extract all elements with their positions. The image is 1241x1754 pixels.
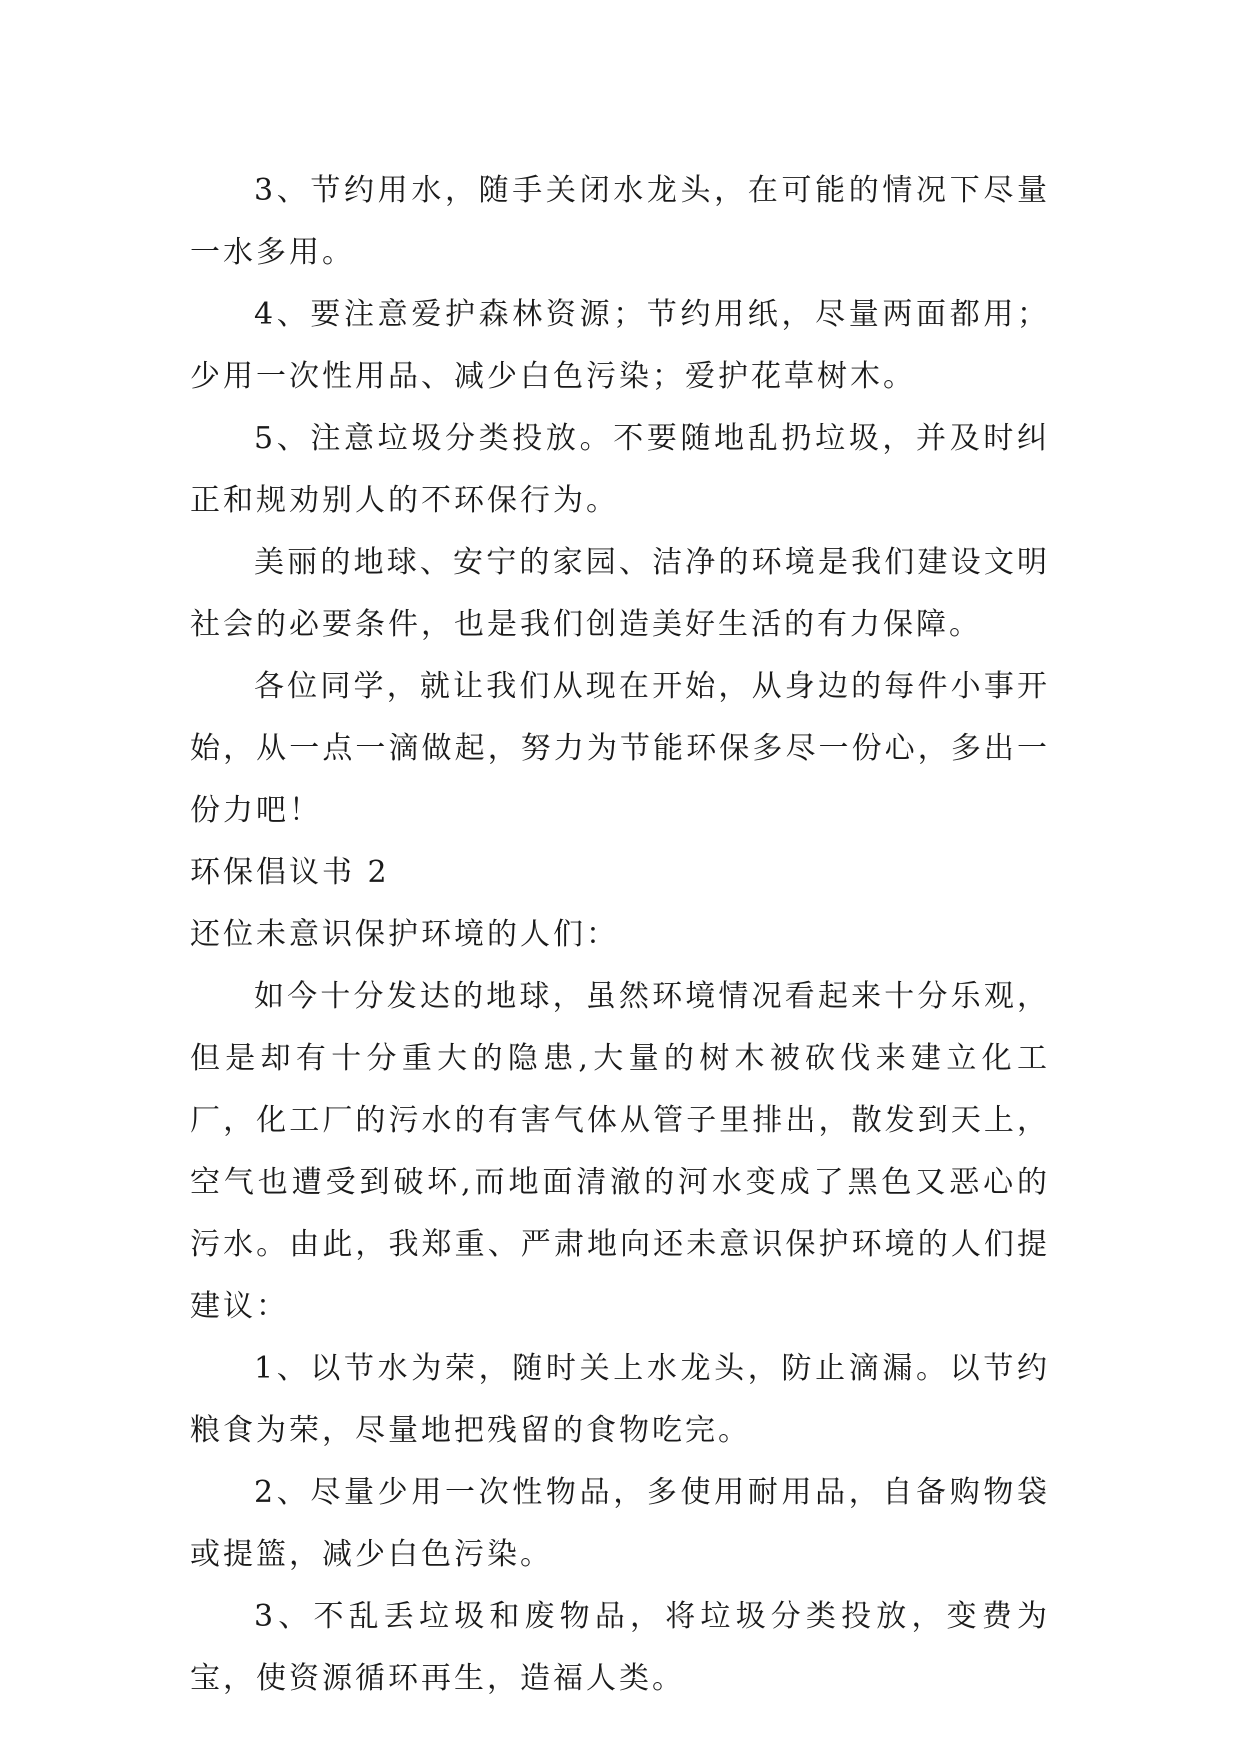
paragraph-item-3-save-water: 3、节约用水，随手关闭水龙头，在可能的情况下尽量一水多用。	[190, 173, 1050, 270]
paragraph-item-1-save-water-food: 1、以节水为荣，随时关上水龙头，防止滴漏。以节约粮食为荣，尽量地把残留的食物吃完。	[190, 1351, 1050, 1448]
section-title: 环保倡议书 2	[190, 855, 390, 890]
paragraph-item-2-reduce-disposables: 2、尽量少用一次性物品，多使用耐用品，自备购物袋或提篮，减少白色污染。	[190, 1475, 1050, 1572]
paragraph-intro: 如今十分发达的地球，虽然环境情况看起来十分乐观，但是却有十分重大的隐患,大量的树木被砍伐来建立化工厂，化工厂的污水的有害气体从管子里排出，散发到天上，空气也遭受到破坏,而地面清澈的河水变成了黑色又恶心的污水。由此，我郑重、严肃地向还未意识保护环境的人们提建议：	[190, 979, 1050, 1324]
document-body	[190, 160, 1050, 1710]
paragraph-item-4-protect-forest: 4、要注意爱护森林资源；节约用纸，尽量两面都用；少用一次性用品、减少白色污染；爱护花草树木。	[190, 297, 1050, 394]
paragraph-call-to-action: 各位同学，就让我们从现在开始，从身边的每件小事开始，从一点一滴做起，努力为节能环保多尽一份心，多出一份力吧！	[190, 669, 1050, 828]
paragraph-item-5-garbage-sorting: 5、注意垃圾分类投放。不要随地乱扔垃圾，并及时纠正和规劝别人的不环保行为。	[190, 421, 1050, 518]
salutation: 还位未意识保护环境的人们：	[190, 917, 619, 952]
paragraph-beautiful-earth: 美丽的地球、安宁的家园、洁净的环境是我们建设文明社会的必要条件，也是我们创造美好生活的有力保障。	[190, 545, 1050, 642]
paragraph-item-3-no-littering: 3、不乱丢垃圾和废物品，将垃圾分类投放，变费为宝，使资源循环再生，造福人类。	[190, 1599, 1050, 1696]
